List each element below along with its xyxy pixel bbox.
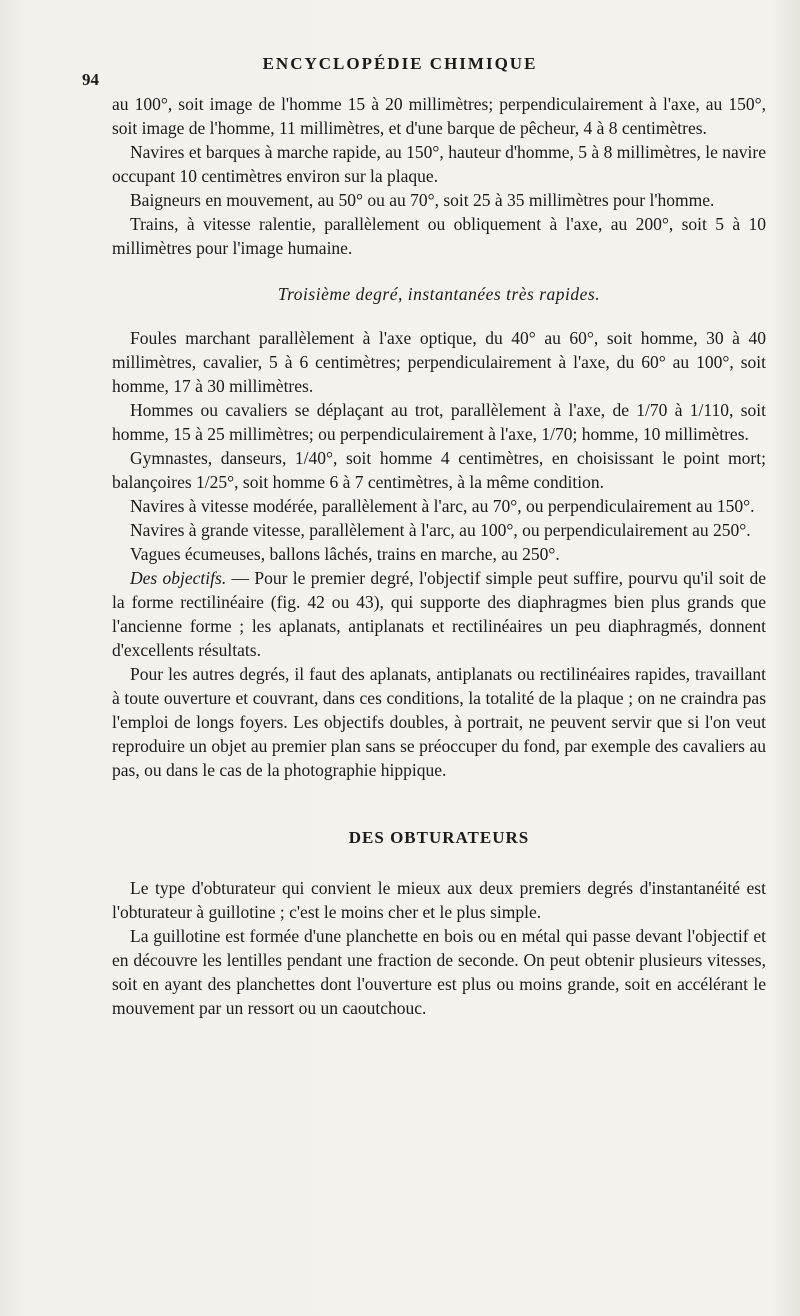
paragraph: Pour les autres degrés, il faut des aplanats, antiplanats ou rectilinéaires rapides, travaillant à toute ouverture et couvrant, dans ces conditions, la totalité de la plaque ; on ne craindra pas l'emploi de longs foyers. Les objectifs doubles, à portrait, ne peuvent servir que si l'on veut reproduire un objet au premier plan sans se préoccuper du fond, par exemple des cavaliers au pas, ou dans le cas de la photographie hippique. [112, 664, 766, 780]
running-title: ENCYCLOPÉDIE CHIMIQUE [262, 54, 538, 73]
paragraph: au 100°, soit image de l'homme 15 à 20 millimètres; perpendiculairement à l'axe, au 150°, soit image de l'homme, 11 millimètres, et d'une barque de pêcheur, 4 à 8 centimètres. [112, 94, 766, 138]
subheading: Troisième degré, instantanées très rapides. [277, 284, 601, 304]
paragraph: Hommes ou cavaliers se déplaçant au trot, parallèlement à l'axe, de 1/70 à 1/110, soit homme, 15 à 25 millimètres; ou perpendiculairement à l'axe, 1/70; homme, 10 millimètres. [112, 400, 766, 444]
paragraph: Le type d'obturateur qui convient le mieux aux deux premiers degrés d'instantanéité est l'obturateur à guillotine ; c'est le moins cher et le plus simple. [112, 878, 766, 922]
paragraph: Trains, à vitesse ralentie, parallèlement ou obliquement à l'axe, au 200°, soit 5 à 10 millimètres pour l'image humaine. [112, 214, 766, 258]
paragraph-lead: Des objectifs. [130, 568, 227, 588]
paragraph: La guillotine est formée d'une planchette en bois ou en métal qui passe devant l'objectif et en découvre les lentilles pendant une fraction de seconde. On peut obtenir plusieurs vitesses, soit en ayant des planchettes dont l'ouverture est plus ou moins grande, soit en accélérant le mouvement par un ressort ou un caoutchouc. [112, 926, 766, 1018]
paragraph: Gymnastes, danseurs, 1/40°, soit homme 4 centimètres, en choisissant le point mort; balançoires 1/25°, soit homme 6 à 7 centimètres, à la même condition. [112, 448, 766, 492]
paragraph: Foules marchant parallèlement à l'axe optique, du 40° au 60°, soit homme, 30 à 40 millimètres, cavalier, 5 à 6 centimètres; perpendiculairement à l'axe, du 60° au 100°, soit homme, 17 à 30 millimètres. [112, 328, 766, 396]
paragraph: Baigneurs en mouvement, au 50° ou au 70°, soit 25 à 35 millimètres pour l'homme. [130, 190, 715, 210]
paragraph: Navires à grande vitesse, parallèlement à l'arc, au 100°, ou perpendiculairement au 250°. [130, 520, 751, 540]
paragraph-objectifs [112, 566, 766, 662]
paragraph: Navires à vitesse modérée, parallèlement à l'arc, au 70°, ou perpendiculairement au 150°. [130, 496, 755, 516]
paragraph: Navires et barques à marche rapide, au 150°, hauteur d'homme, 5 à 8 millimètres, le navire occupant 10 centimètres environ sur la plaque. [112, 142, 766, 186]
paragraph-text: — Pour le premier degré, l'objectif simple peut suffire, pourvu qu'il soit de la forme rectilinéaire (fig. 42 ou 43), qui supporte des diaphragmes bien plus grands que l'ancienne forme ; les aplanats, antiplanats et rectilinéaires un peu diaphragmés, donnent d'excellents résultats. [112, 568, 766, 660]
body-text [112, 92, 766, 1020]
page-number: 94 [82, 70, 99, 89]
paragraph: Vagues écumeuses, ballons lâchés, trains en marche, au 250°. [130, 544, 560, 564]
section-title: DES OBTURATEURS [348, 828, 530, 847]
